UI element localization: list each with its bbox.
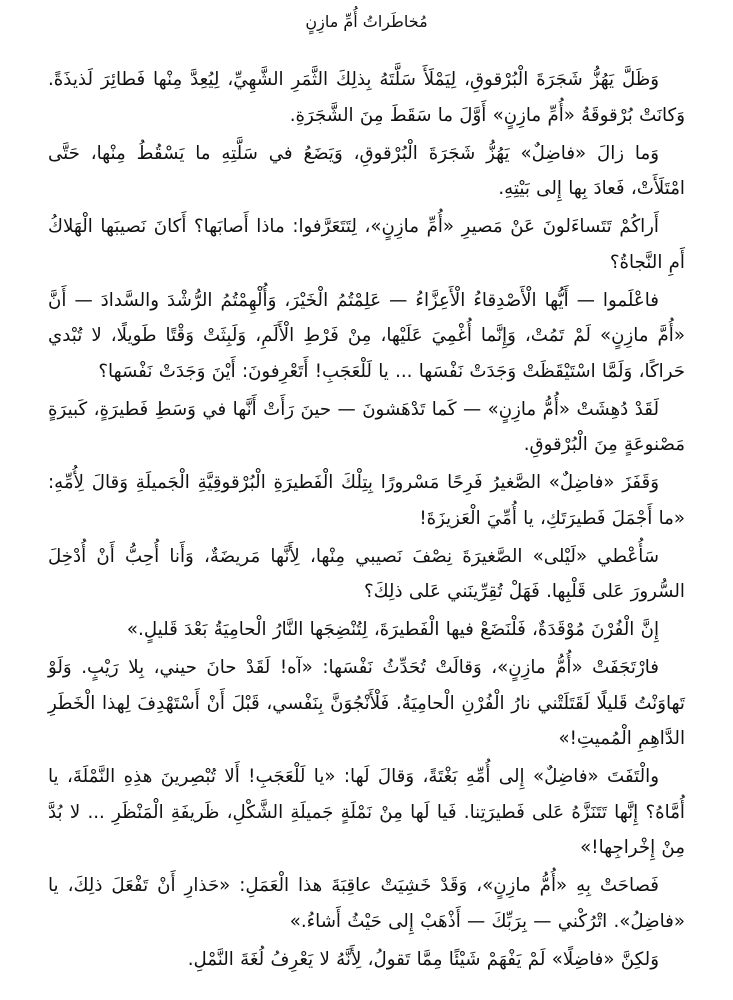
paragraph: وَما زالَ «فاضِلٌ» يَهُزُّ شَجَرَةَ الْبُرْقوقِ، وَيَضَعُ في سَلَّتِهِ ما يَسْقُطُ مِنْها، حَتَّى امْتَلَأَتْ، فَعادَ بِها إِلى بَيْتِهِ.	[48, 142, 685, 199]
paragraph: إِنَّ الْفُرْنَ مُوْقَدَةٌ، فَلْنَضَعْ فيها الْفَطيرَةَ، لِتُنْضِجَها النَّارُ الْحامِيَةُ بَعْدَ قَليلٍ.»	[126, 619, 659, 640]
paragraph: فارْتَجَفَتْ «أُمُّ مازِنٍ»، وَقالَتْ تُحَدِّثُ نَفْسَها: «آه! لَقَدْ حانَ حيني، بِلا رَيْبٍ. وَلَوْ تَهاوَنْتُ قَليلًا لَقَتَلَتْني نارُ الْفُرْنِ الْحامِيَةُ. فَلْأَنْجُوَنَّ بِنَفْسي، قَبْلَ أَنْ أَسْتَهْدِفَ لِهذا الْخَطَرِ الدَّاهِمِ الْمُميتِ!»	[48, 657, 685, 749]
paragraph: وَلكِنَّ «فاضِلًا» لَمْ يَفْهَمْ شَيْئًا مِمَّا تَقولُ، لِأَنَّهُ لا يَعْرِفُ لُغَةَ النَّمْلِ.	[187, 948, 659, 970]
story-text	[48, 62, 685, 977]
paragraph: أَراكُمْ تَتَساءَلونَ عَنْ مَصيرِ «أُمِّ مازِنٍ»، لِتَتَعَرَّفوا: ماذا أَصابَها؟ أَكانَ نَصيبَها الْهَلاكُ أَمِ النَّجاةُ؟	[48, 216, 685, 273]
paragraph: لَقَدْ دُهِشَتْ «أُمُّ مازِنٍ» — كَما تَدْهَشونَ — حينَ رَأَتْ أَنَّها في وَسَطِ فَطيرَةٍ، كَبيرَةٍ مَصْنوعَةٍ مِنَ الْبُرْقوقِ.	[48, 398, 685, 455]
paragraph: وَظَلَّ يَهُزُّ شَجَرَةَ الْبُرْقوقِ، لِيَمْلَأَ سَلَّتَهُ بِذلِكَ الثَّمَرِ الشَّهِيِّ، لِيُعِدَّ مِنْها فَطائِرَ لَذيذَةً. وَكانَتْ بُرْقوقَةُ «أُمِّ مازِنٍ» أَوَّلَ ما سَقَطَ مِنَ الشَّجَرَةِ.	[48, 69, 685, 126]
paragraph: فَصاحَتْ بِهِ «أُمُّ مازِنٍ»، وَقَدْ خَشِيَتْ عاقِبَةَ هذا الْعَمَلِ: «حَذارِ أَنْ تَفْعَلَ ذلِكَ، يا «فاضِلُ». اتْرُكْني — بِرَبِّكَ — أَذْهَبْ إِلى حَيْثُ أَشاءُ.»	[48, 875, 685, 932]
paragraph: فاعْلَموا — أَيُّها الْأَصْدِقاءُ الْأَعِزَّاءُ — عَلِمْتُمُ الْخَيْرَ، وَأُلْهِمْتُمُ الرُّشْدَ والسَّدادَ — أَنَّ «أُمَّ مازِنٍ» لَمْ تَمُتْ، وَإِنَّما أُغْمِيَ عَلَيْها، مِنْ فَرْطِ الْأَلَمِ، وَلَبِثَتْ وَقْتًا طَويلًا، لا تُبْدي حَراكًا، وَلَمَّا اسْتَيْقَظَتْ وَجَدَتْ نَفْسَها ... يا لَلْعَجَبِ! أَتَعْرِفونَ: أَيْنَ وَجَدَتْ نَفْسَها؟	[48, 289, 685, 382]
paragraph: سَأُعْطي «لَيْلى» الصَّغيرَةَ نِصْفَ نَصيبي مِنْها، لِأَنَّها مَريضَةٌ، وَأَنا أُحِبُّ أَنْ أُدْخِلَ السُّرورَ عَلى قَلْبِها. فَهَلْ تُقِرِّينَني عَلى ذلِكَ؟	[48, 545, 685, 602]
paragraph: وَقَفَزَ «فاضِلٌ» الصَّغيرُ فَرِحًا مَسْرورًا بِتِلْكَ الْفَطيرَةِ الْبُرْقوقِيَّةِ الْجَميلَةِ وَقالَ لِأُمِّهِ: «ما أَجْمَلَ فَطيرَتَكِ، يا أُمِّيَ الْعَزيزَةَ!	[48, 472, 685, 529]
page-title: مُخاطَراتُ أُمِّ مازِنٍ	[305, 12, 428, 31]
paragraph: والْتَفَتَ «فاضِلٌ» إِلى أُمِّهِ بَغْتَةً، وَقالَ لَها: «يا لَلْعَجَبِ! أَلا تُبْصِرينَ هذِهِ النَّمْلَةَ، يا أُمَّاهُ؟ إِنَّها تَتَنَزَّهُ عَلى فَطيرَتِنا. فَيا لَها مِنْ نَمْلَةٍ جَميلَةِ الشَّكْلِ، ظَريفَةِ الْمَنْظَرِ ... لا بُدَّ مِنْ إِخْراجِها!»	[48, 766, 685, 858]
